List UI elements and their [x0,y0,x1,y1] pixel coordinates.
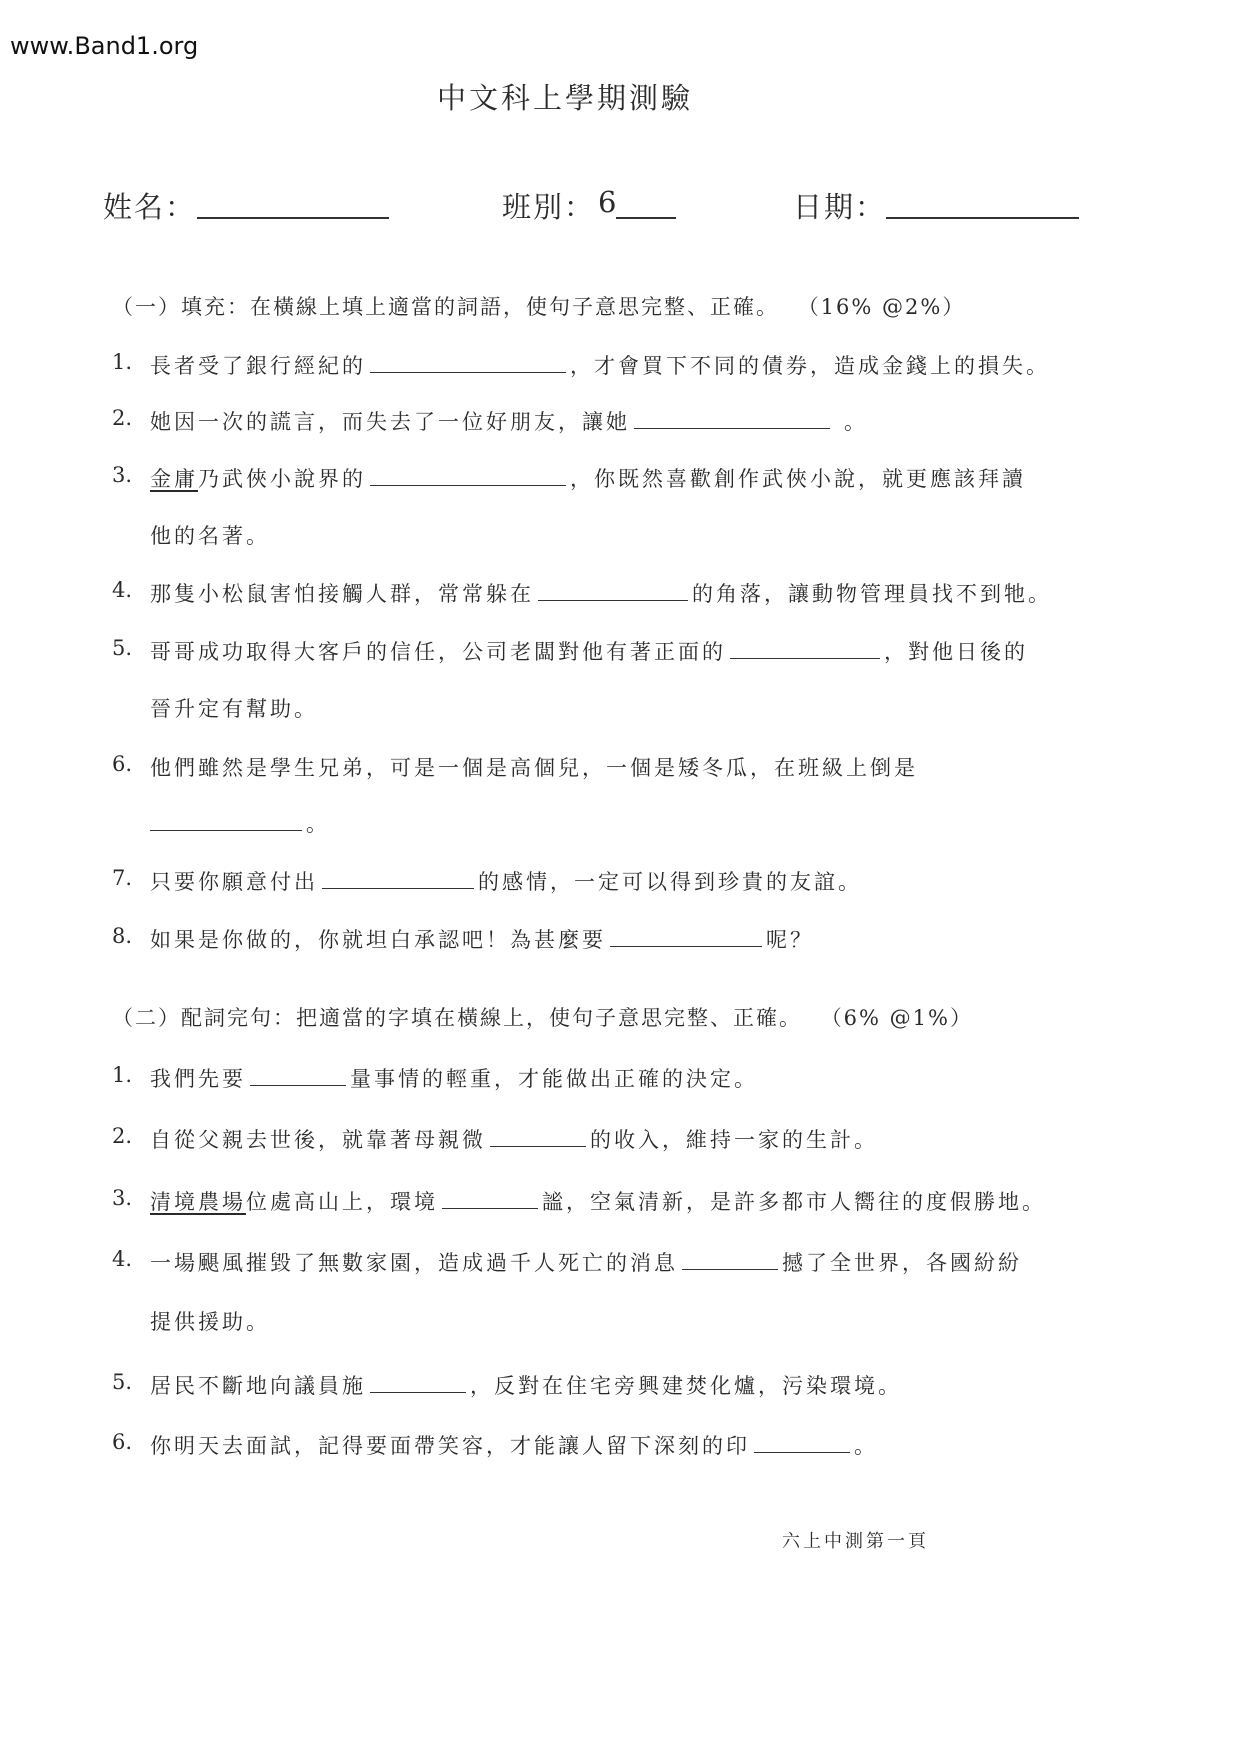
s1-q2 [150,406,868,436]
s1-q4-blank[interactable] [538,580,688,601]
s1-q8-text-a: 如果是你做的，你就坦白承認吧！為甚麼要 [150,928,606,952]
s1-q5-blank[interactable] [730,638,880,659]
s2-q2 [150,1124,878,1154]
class-field[interactable] [616,217,676,219]
section2-heading [112,1002,973,1032]
s2-q3-number: 3. [112,1186,133,1210]
section1-score: （16% @2%） [797,295,966,319]
s2-q1 [150,1063,758,1093]
class-value: 6 [598,185,619,219]
s1-q5-text-a: 哥哥成功取得大客戶的信任，公司老闆對他有著正面的 [150,640,726,664]
s1-q8-text-b: 呢？ [766,928,814,952]
section1-heading [112,291,965,321]
s1-q7-text-a: 只要你願意付出 [150,870,318,894]
date-field[interactable] [886,217,1079,219]
s1-q8 [150,924,814,954]
s2-q5 [150,1370,902,1400]
s1-q3-line2: 他的名著。 [150,524,270,548]
section1-heading-text: （一）填充：在橫線上填上適當的詞語，使句子意思完整、正確。 [112,295,779,319]
s1-q2-text-a: 她因一次的謊言，而失去了一位好朋友，讓她 [150,410,630,434]
s1-q5 [150,636,1028,666]
site-watermark: www.Band1.org [10,32,199,60]
s1-q4-number: 4. [112,578,133,602]
s1-q6-text-b: 。 [306,812,330,836]
s1-q7-text-b: 的感情，一定可以得到珍貴的友誼。 [478,870,862,894]
s2-q2-blank[interactable] [490,1126,586,1147]
s1-q6-line2 [150,808,330,838]
s1-q4-text-b: 的角落，讓動物管理員找不到牠。 [692,582,1052,606]
s1-q1-text-a: 長者受了銀行經紀的 [150,354,366,378]
s2-q6-number: 6. [112,1430,133,1454]
s1-q7-number: 7. [112,866,133,890]
s2-q2-text-a: 自從父親去世後，就靠著母親微 [150,1128,486,1152]
name-field[interactable] [197,217,389,219]
s1-q3 [150,463,1026,493]
s1-q3-proper-name: 金庸 [150,467,198,491]
s2-q5-number: 5. [112,1370,133,1394]
s1-q3-text-b: ，你既然喜歡創作武俠小說，就更應該拜讀 [570,467,1026,491]
s2-q4-line2: 提供援助。 [150,1310,270,1334]
s1-q2-text-b: 。 [844,410,868,434]
s2-q4-number: 4. [112,1247,133,1271]
s2-q3-blank[interactable] [442,1188,538,1209]
s1-q1-text-b: ，才會買下不同的債券，造成金錢上的損失。 [570,354,1050,378]
s2-q1-text-b: 量事情的輕重，才能做出正確的決定。 [350,1067,758,1091]
s1-q8-blank[interactable] [610,926,762,947]
s1-q1-number: 1. [112,350,133,374]
s2-q5-text-a: 居民不斷地向議員施 [150,1374,366,1398]
date-label: 日期： [793,190,887,224]
s1-q6-blank[interactable] [150,810,302,831]
s2-q2-text-b: 的收入，維持一家的生計。 [590,1128,878,1152]
s1-q1 [150,350,1050,380]
section2-heading-text: （二）配詞完句：把適當的字填在橫線上，使句子意思完整、正確。 [112,1006,802,1030]
s1-q5-number: 5. [112,636,133,660]
s2-q4-text-b: 撼了全世界，各國紛紛 [782,1251,1022,1275]
s2-q4 [150,1247,1022,1277]
s2-q3-proper-name: 清境農場 [150,1190,246,1214]
s2-q3-text-a: 位處高山上，環境 [246,1190,438,1214]
s2-q6-blank[interactable] [754,1432,850,1453]
s1-q6: 他們雖然是學生兄弟，可是一個是高個兒，一個是矮冬瓜，在班級上倒是 [150,756,918,780]
s1-q3-blank[interactable] [370,465,566,486]
s1-q5-line2: 晉升定有幫助。 [150,697,318,721]
s2-q4-text-a: 一場颶風摧毀了無數家園，造成過千人死亡的消息 [150,1251,678,1275]
s2-q6-text-a: 你明天去面試，記得要面帶笑容，才能讓人留下深刻的印 [150,1434,750,1458]
s2-q6 [150,1430,878,1460]
s1-q3-number: 3. [112,463,133,487]
s2-q4-blank[interactable] [682,1249,778,1270]
s2-q3 [150,1186,1046,1216]
s1-q3-text-a: 乃武俠小說界的 [198,467,366,491]
s1-q2-number: 2. [112,406,133,430]
s1-q4-text-a: 那隻小松鼠害怕接觸人群，常常躲在 [150,582,534,606]
s2-q1-blank[interactable] [250,1065,346,1086]
s1-q4 [150,578,1052,608]
s1-q6-number: 6. [112,752,133,776]
s2-q1-number: 1. [112,1063,133,1087]
page-title: 中文科上學期測驗 [436,81,693,115]
s1-q7-blank[interactable] [322,868,474,889]
page-footer: 六上中測第一頁 [782,1531,929,1552]
s2-q5-blank[interactable] [370,1372,466,1393]
s1-q5-text-b: ，對他日後的 [884,640,1028,664]
s1-q2-blank[interactable] [634,408,830,429]
s1-q8-number: 8. [112,924,133,948]
s2-q1-text-a: 我們先要 [150,1067,246,1091]
s2-q6-text-b: 。 [854,1434,878,1458]
name-label: 姓名： [103,190,197,224]
s2-q2-number: 2. [112,1124,133,1148]
s2-q5-text-b: ，反對在住宅旁興建焚化爐，污染環境。 [470,1374,902,1398]
s2-q3-text-b: 謐，空氣清新，是許多都市人嚮往的度假勝地。 [542,1190,1046,1214]
s1-q7 [150,866,862,896]
s1-q1-blank[interactable] [370,352,566,373]
class-label: 班別： [502,190,596,224]
section2-score: （6% @1%） [820,1006,973,1030]
